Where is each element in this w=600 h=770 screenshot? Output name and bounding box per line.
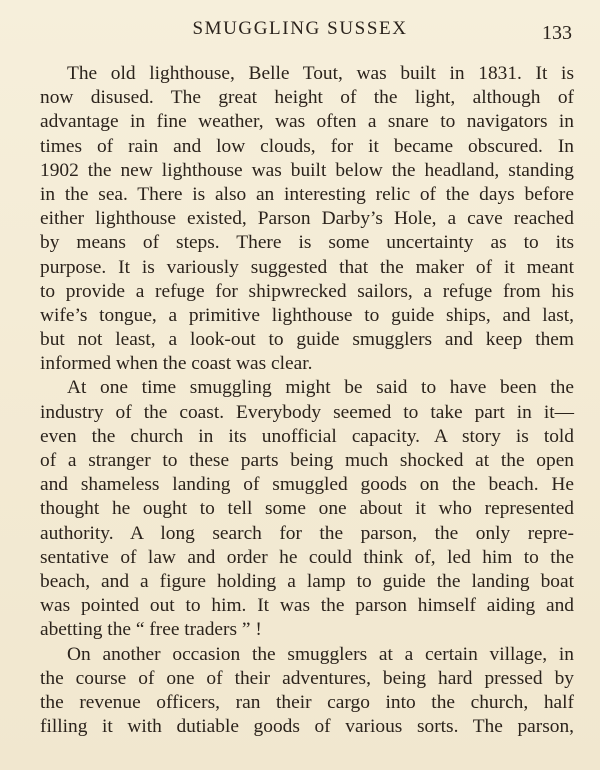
page-header (0, 16, 600, 46)
text-line: thought he ought to tell some one about it who represented (40, 498, 574, 520)
text-line: authority. A long search for the parson, the only repre- (40, 522, 574, 544)
text-line: 1902 the new lighthouse was built below the headland, standing (40, 159, 574, 181)
body-text (40, 62, 574, 739)
text-line: was pointed out to him. It was the parson himself aiding and (40, 595, 574, 617)
paragraph (40, 376, 574, 642)
text-line: but not least, a look-out to guide smugglers and keep them (40, 329, 574, 351)
paragraph (40, 643, 574, 740)
text-line: filling it with dutiable goods of various sorts. The parson, (40, 716, 574, 738)
running-head: SMUGGLING SUSSEX (192, 18, 408, 39)
text-line: of a stranger to these parts being much shocked at the open (40, 450, 574, 471)
text-line: purpose. It is variously suggested that the maker of it meant (40, 256, 574, 278)
text-line: and shameless landing of smuggled goods on the beach. He (40, 474, 574, 496)
text-line: The old lighthouse, Belle Tout, was built in 1831. It is (67, 63, 574, 84)
text-line: by means of steps. There is some uncertainty as to its (40, 232, 574, 254)
text-line: wife’s tongue, a primitive lighthouse to guide ships, and last, (40, 304, 574, 326)
paragraph (40, 62, 574, 376)
text-line: On another occasion the smugglers at a certain village, in (67, 643, 574, 665)
text-line: either lighthouse existed, Parson Darby’s Hole, a cave reached (40, 208, 574, 230)
text-line: now disused. The great height of the light, although of (40, 87, 574, 109)
text-line: beach, and a figure holding a lamp to guide the landing boat (40, 570, 574, 592)
text-line: the revenue officers, ran their cargo into the church, half (40, 691, 574, 713)
text-line: to provide a refuge for shipwrecked sailors, a refuge from his (40, 280, 574, 302)
text-line: industry of the coast. Everybody seemed to take part in it— (40, 401, 574, 423)
text-line: even the church in its unofficial capacity. A story is told (40, 425, 574, 447)
text-line: sentative of law and order he could think of, led him to the (40, 546, 574, 568)
text-line: the course of one of their adventures, being hard pressed by (40, 667, 574, 689)
text-line: At one time smuggling might be said to have been the (67, 377, 574, 399)
text-line: in the sea. There is also an interesting relic of the days before (40, 183, 574, 205)
text-line: advantage in fine weather, was often a snare to navigators in (40, 111, 574, 133)
text-line: abetting the “ free traders ” ! (40, 619, 262, 641)
text-line: times of rain and low clouds, for it became obscured. In (40, 135, 574, 157)
text-line: informed when the coast was clear. (40, 353, 313, 375)
page-number: 133 (542, 22, 572, 44)
